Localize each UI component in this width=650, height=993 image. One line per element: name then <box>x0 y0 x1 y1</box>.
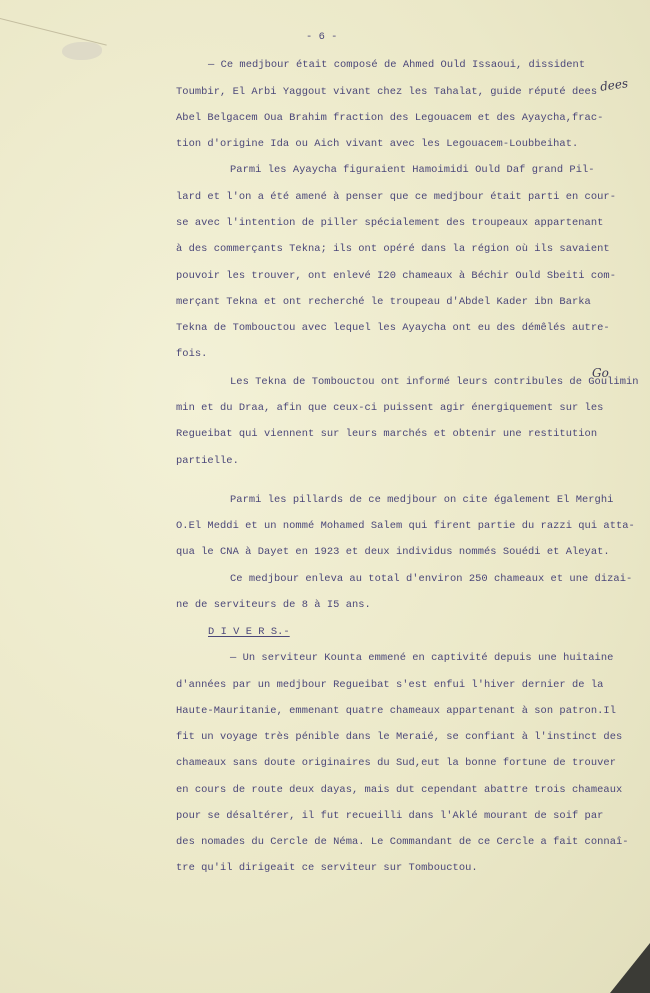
text-line: tre qu'il dirigeait ce serviteur sur Tombouctou. <box>176 862 478 874</box>
text-line: merçant Tekna et ont recherché le troupeau d'Abdel Kader ibn Barka <box>176 296 591 308</box>
text-line: partielle. <box>176 455 239 467</box>
page-number: - 6 - <box>306 31 338 43</box>
text-line: chameaux sans doute originaires du Sud,eut la bonne fortune de trouver <box>176 757 616 769</box>
text-line: Abel Belgacem Oua Brahim fraction des Legouacem et des Ayaycha,frac- <box>176 112 604 124</box>
text-line: min et du Draa, afin que ceux-ci puissent agir énergiquement sur les <box>176 402 604 414</box>
text-line: d'années par un medjbour Regueibat s'est enfui l'hiver dernier de la <box>176 679 604 691</box>
handwritten-note: Go <box>592 366 609 380</box>
text-line: O.El Meddi et un nommé Mohamed Salem qui firent partie du razzi qui atta- <box>176 520 635 532</box>
paper-tear <box>62 42 102 60</box>
text-line: Parmi les pillards de ce medjbour on cite également El Merghi <box>230 494 614 506</box>
section-heading-divers: D I V E R S.- <box>208 626 290 638</box>
text-line: — Un serviteur Kounta emmené en captivité depuis une huitaine <box>230 652 614 664</box>
text-line: ne de serviteurs de 8 à I5 ans. <box>176 599 371 611</box>
text-line: tion d'origine Ida ou Aich vivant avec les Legouacem-Loubbeihat. <box>176 138 579 150</box>
text-line: fit un voyage très pénible dans le Meraié, se confiant à l'instinct des <box>176 731 623 743</box>
text-line: Ce medjbour enleva au total d'environ 250 chameaux et une dizai- <box>230 573 633 585</box>
text-line: pouvoir les trouver, ont enlevé I20 chameaux à Béchir Ould Sbeiti com- <box>176 270 616 282</box>
text-line: Tekna de Tombouctou avec lequel les Ayaycha ont eu des démêlés autre- <box>176 322 610 334</box>
text-line: qua le CNA à Dayet en 1923 et deux individus nommés Souédi et Aleyat. <box>176 546 610 558</box>
text-line: fois. <box>176 348 208 360</box>
text-line: Les Tekna de Tombouctou ont informé leurs contribules de Goulimin <box>230 376 639 388</box>
text-line: lard et l'on a été amené à penser que ce medjbour était parti en cour- <box>176 191 616 203</box>
handwritten-note: dees <box>599 76 629 94</box>
text-line: Toumbir, El Arbi Yaggout vivant chez les Tahalat, guide réputé dees <box>176 86 598 98</box>
text-line: Regueibat qui viennent sur leurs marchés et obtenir une restitution <box>176 428 598 440</box>
folded-corner <box>610 943 650 993</box>
text-line: pour se désaltérer, il fut recueilli dans l'Aklé mourant de soif par <box>176 810 604 822</box>
text-line: se avec l'intention de piller spécialement des troupeaux appartenant <box>176 217 604 229</box>
text-line: en cours de route deux dayas, mais dut cependant abattre trois chameaux <box>176 784 623 796</box>
text-line: Parmi les Ayaycha figuraient Hamoimidi Ould Daf grand Pil- <box>230 164 595 176</box>
text-line: des nomades du Cercle de Néma. Le Commandant de ce Cercle a fait connaî- <box>176 836 629 848</box>
text-line: à des commerçants Tekna; ils ont opéré dans la région où ils savaient <box>176 243 610 255</box>
text-line: — Ce medjbour était composé de Ahmed Ould Issaoui, dissident <box>208 59 586 71</box>
text-line: Haute-Mauritanie, emmenant quatre chameaux appartenant à son patron.Il <box>176 705 616 717</box>
